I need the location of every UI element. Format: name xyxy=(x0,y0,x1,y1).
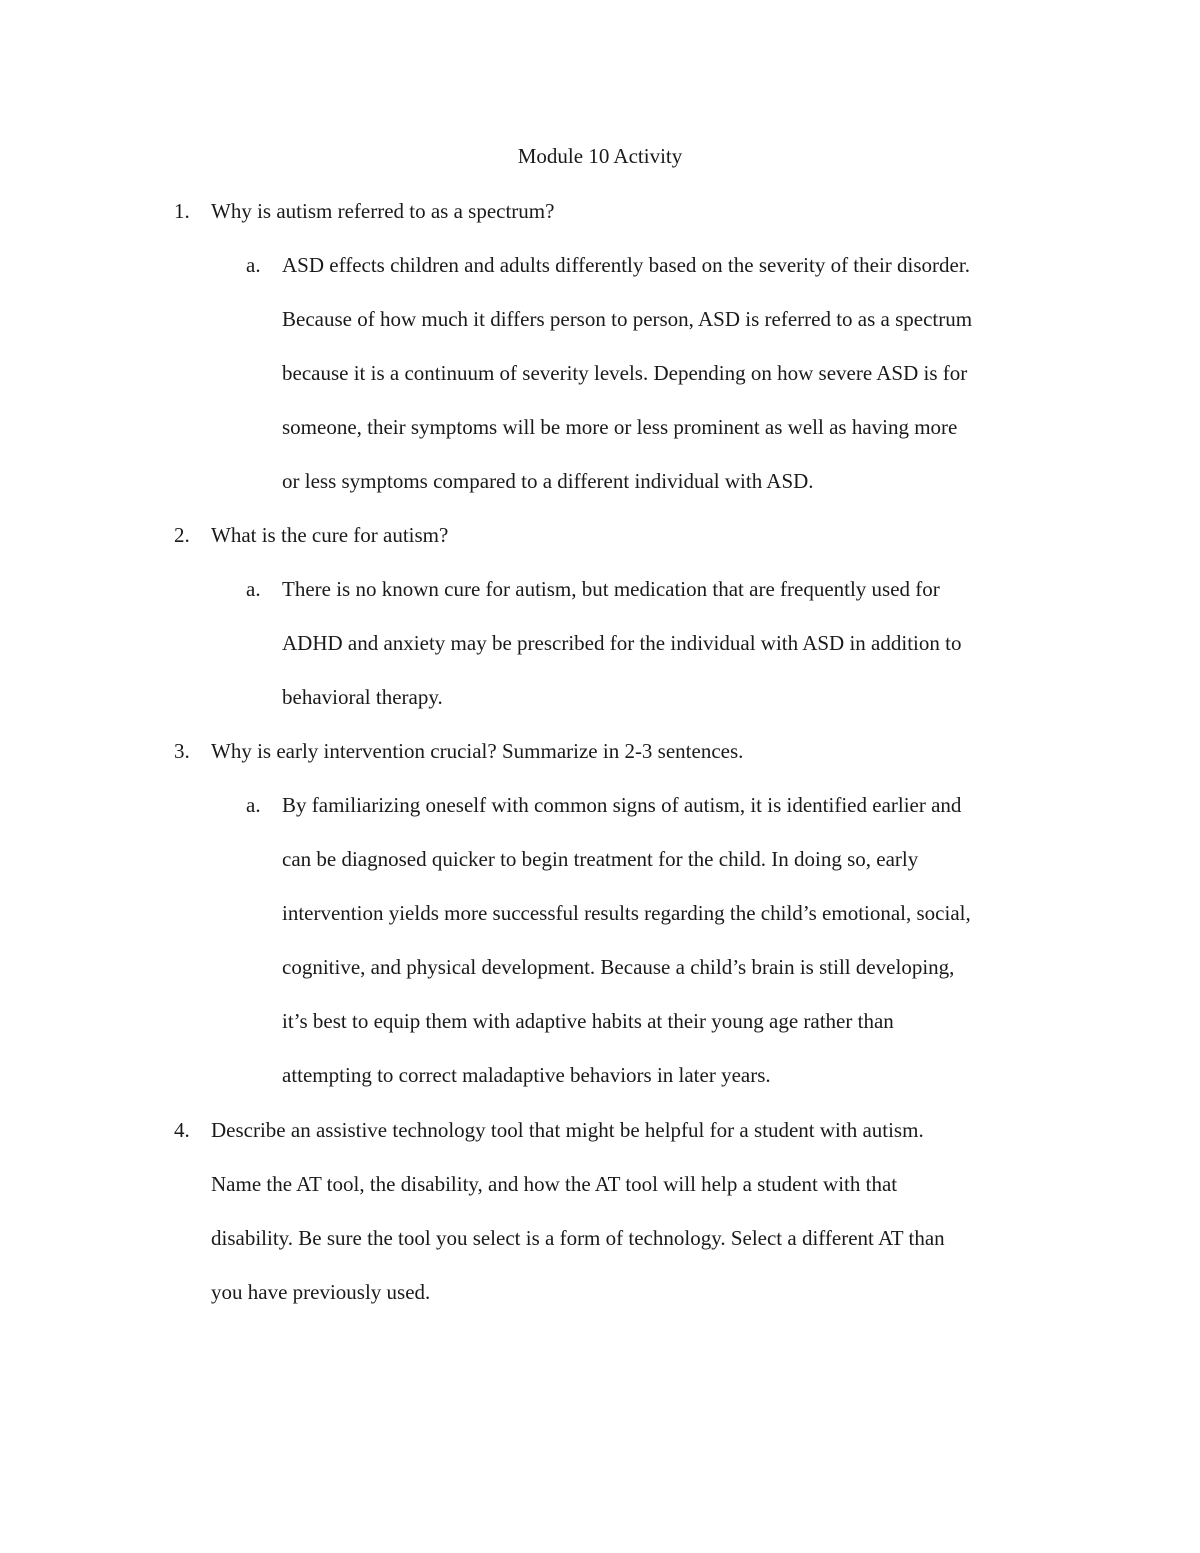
question-1-line-1: Why is autism referred to as a spectrum? xyxy=(211,199,555,223)
answer-3-line-5: it’s best to equip them with adaptive habits at their young age rather than xyxy=(282,1009,894,1033)
answer-3-text xyxy=(282,778,971,1102)
answer-1-line-5: or less symptoms compared to a different individual with ASD. xyxy=(282,469,814,493)
question-3-line-1: Why is early intervention crucial? Summarize in 2-3 sentences. xyxy=(211,739,744,763)
answer-1-text xyxy=(282,238,972,508)
question-4-line-1: Describe an assistive technology tool that might be helpful for a student with autism. xyxy=(211,1118,924,1142)
question-4-line-3: disability. Be sure the tool you select is a form of technology. Select a different AT than xyxy=(211,1226,945,1250)
answer-3-line-2: can be diagnosed quicker to begin treatment for the child. In doing so, early xyxy=(282,847,919,871)
question-2-line-1: What is the cure for autism? xyxy=(211,523,449,547)
answer-2-marker: a. xyxy=(246,577,261,601)
answer-3-line-4: cognitive, and physical development. Because a child’s brain is still developing, xyxy=(282,955,955,979)
question-3-text xyxy=(211,724,743,778)
answer-1-line-4: someone, their symptoms will be more or less prominent as well as having more xyxy=(282,415,958,439)
question-1-text xyxy=(211,184,554,238)
question-1-number: 1. xyxy=(174,199,190,223)
answer-3-line-1: By familiarizing oneself with common signs of autism, it is identified earlier and xyxy=(282,793,962,817)
question-3-number: 3. xyxy=(174,739,190,763)
question-2-text xyxy=(211,508,448,562)
answer-1-marker: a. xyxy=(246,253,261,277)
page-title: Module 10 Activity xyxy=(517,144,683,168)
answer-3-line-3: intervention yields more successful results regarding the child’s emotional, social, xyxy=(282,901,971,925)
answer-2-line-1: There is no known cure for autism, but medication that are frequently used for xyxy=(282,577,940,601)
answer-1-line-1: ASD effects children and adults differently based on the severity of their disorder. xyxy=(282,253,970,277)
answer-1-line-2: Because of how much it differs person to person, ASD is referred to as a spectrum xyxy=(282,307,973,331)
answer-1-line-3: because it is a continuum of severity levels. Depending on how severe ASD is for xyxy=(282,361,968,385)
question-4-number: 4. xyxy=(174,1118,190,1142)
answer-3-marker: a. xyxy=(246,793,261,817)
answer-2-line-2: ADHD and anxiety may be prescribed for the individual with ASD in addition to xyxy=(282,631,962,655)
question-4-line-2: Name the AT tool, the disability, and how the AT tool will help a student with that xyxy=(211,1172,898,1196)
question-2-number: 2. xyxy=(174,523,190,547)
answer-2-text xyxy=(282,562,961,724)
question-4-text xyxy=(211,1103,945,1319)
answer-2-line-3: behavioral therapy. xyxy=(282,685,443,709)
question-4-line-4: you have previously used. xyxy=(211,1280,431,1304)
answer-3-line-6: attempting to correct maladaptive behaviors in later years. xyxy=(282,1063,771,1087)
